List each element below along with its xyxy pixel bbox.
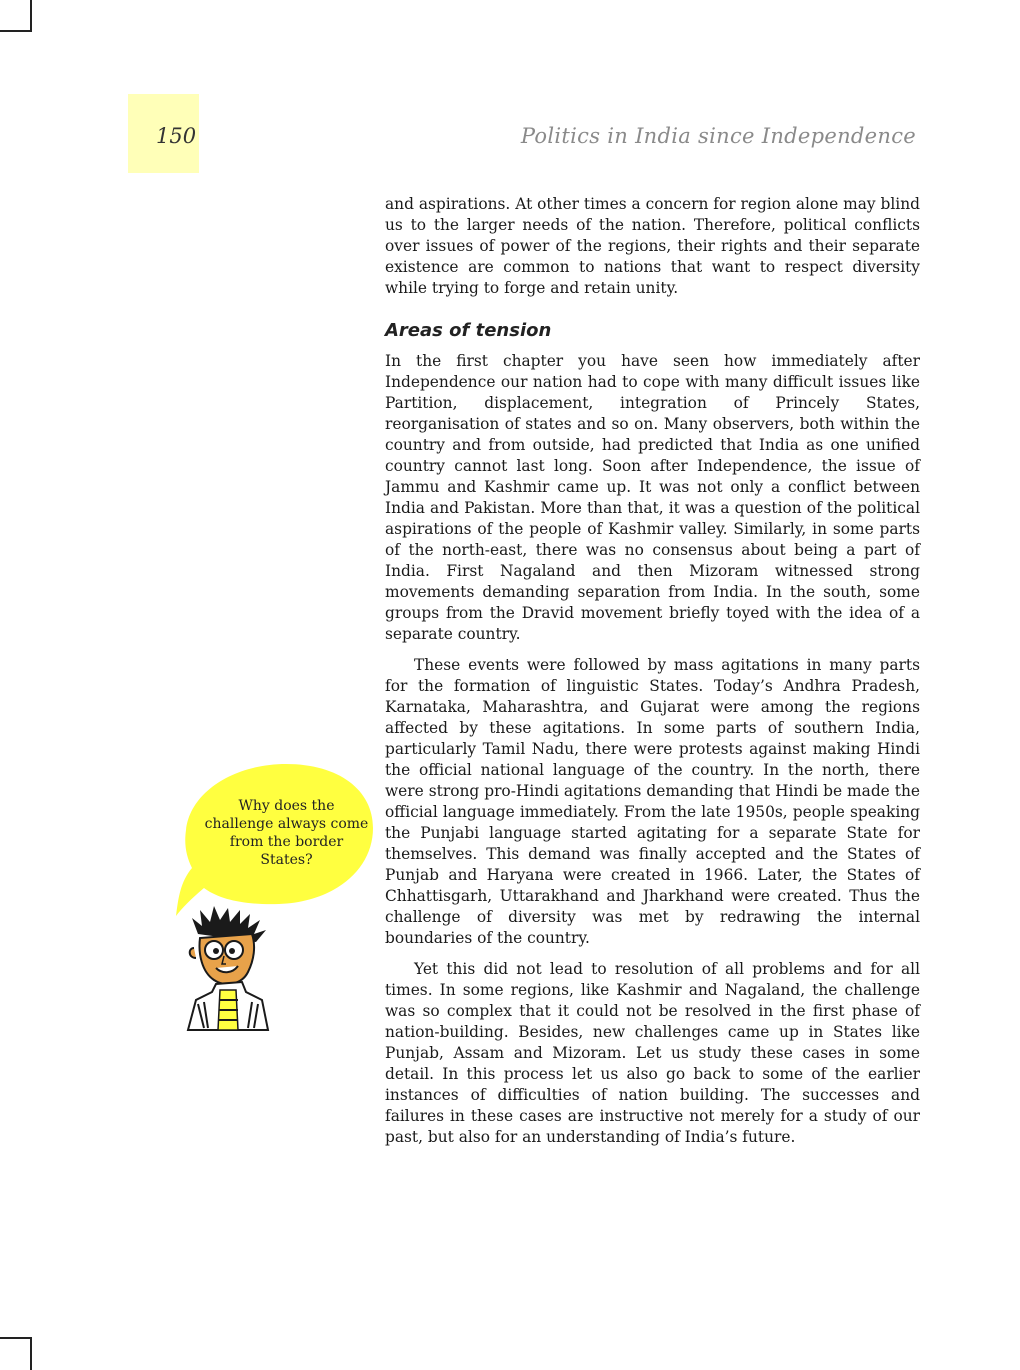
speech-bubble (174, 762, 374, 918)
face-icon (190, 934, 254, 984)
page-number: 150 (156, 124, 197, 148)
section-heading: Areas of tension (385, 320, 552, 341)
shirt-icon (188, 982, 268, 1030)
paragraph-intro: and aspirations. At other times a concern for region alone may blind us to the larger needs of the nation. Therefore, political conflicts over issues of power of the regions, their rights and their separate existence are common to nations that want to respect diversity while trying to forge and retain unity. (385, 195, 920, 297)
cartoon-character-illustration (186, 904, 276, 1034)
crop-mark-bottom (0, 1337, 32, 1370)
main-text-column (385, 194, 920, 1148)
paragraph-areas-of-tension: In the first chapter you have seen how immediately after Independence our nation had to cope with many difficult issues like Partition, displacement, integration of Princely States, reorganisation of states and so on. Many observers, both within the country and from outside, had predicted that India as one unified country cannot last long. Soon after Independence, the issue of Jammu and Kashmir came up. It was not only a conflict between India and Pakistan. More than that, it was a question of the political aspirations of the people of Kashmir valley. Similarly, in some parts of the north-east, there was no consensus about being a part of India. First Nagaland and then Mizoram witnessed strong movements demanding separation from India. In the south, some groups from the Dravid movement briefly toyed with the idea of a separate country. (385, 352, 920, 643)
speech-bubble-text: Why does the challenge always come from the border States? (204, 798, 369, 868)
paragraph-resolution: Yet this did not lead to resolution of all problems and for all times. In some regions, like Kashmir and Nagaland, the challenge was so complex that it could not be resolved in the first phase of nation-building. Besides, new challenges came up in States like Punjab, Assam and Mizoram. Let us study these cases in some detail. In this process let us also go back to some of the earlier instances of difficulties of nation building. The successes and failures in these cases are instructive not merely for a study of our past, but also for an understanding of India’s future. (385, 960, 920, 1146)
crop-mark-top (0, 0, 32, 32)
cartoon-character (186, 904, 276, 1034)
running-head-title: Politics in India since Independence (520, 124, 916, 148)
paragraph-linguistic-states: These events were followed by mass agitations in many parts for the formation of linguistic States. Today’s Andhra Pradesh, Karnataka, Maharashtra, and Gujarat were among the regions affected by these agitations. In some parts of southern India, particularly Tamil Nadu, there were protests against making Hindi the official national language of the country. In the north, there were strong pro-Hindi agitations demanding that Hindi be made the official language immediately. From the late 1950s, people speaking the Punjabi language started agitating for a separate State for themselves. This demand was finally accepted and the States of Punjab and Haryana were created in 1966. Later, the States of Chhattisgarh, Uttarakhand and Jharkhand were created. Thus the challenge of diversity was met by redrawing the internal boundaries of the country. (385, 656, 920, 947)
